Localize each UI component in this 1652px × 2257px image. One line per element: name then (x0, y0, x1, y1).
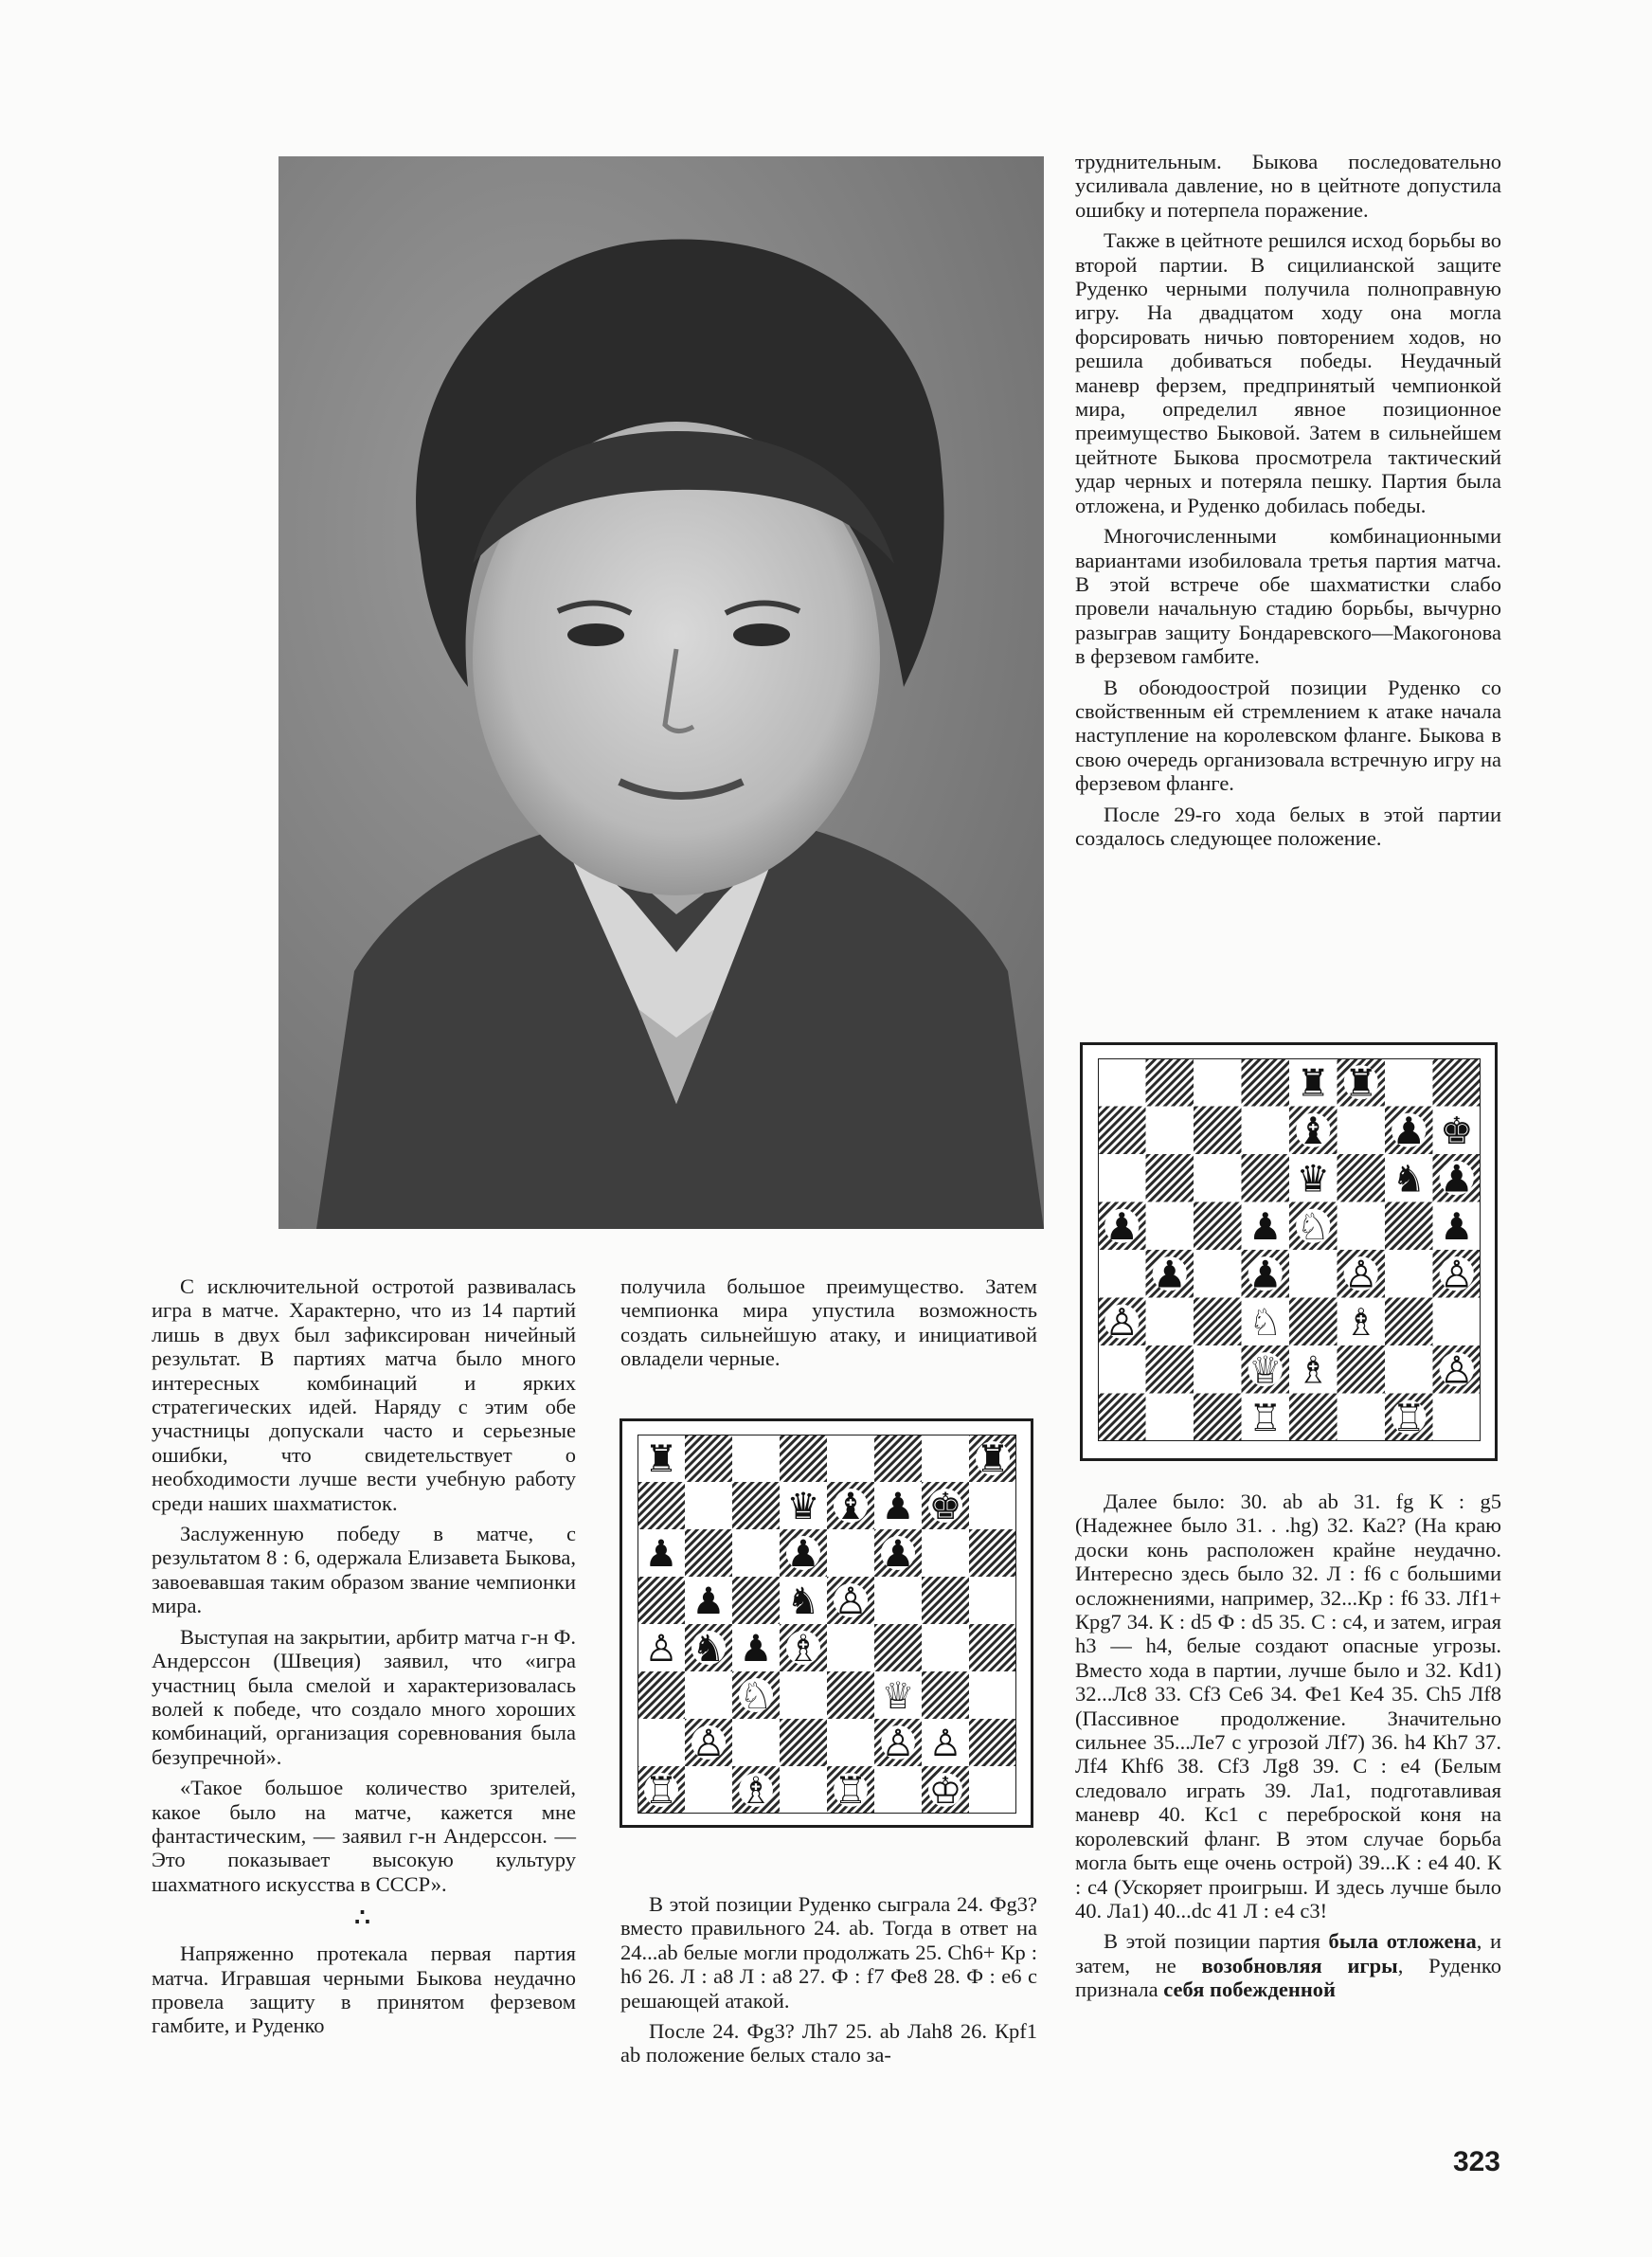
paragraph: Напряженно протекала первая партия матча. Игравшая черными Быкова неудачно провела защиту в принятом ферзевом гамбите, и Руденко (152, 1941, 576, 2038)
paragraph: После 29-го хода белых в этой партии создалось следующее положение. (1075, 802, 1501, 850)
dark-square (1194, 1394, 1242, 1442)
light-square (732, 1529, 780, 1577)
white-pawn-icon: ♙ (928, 1723, 962, 1765)
light-square (969, 1671, 1016, 1719)
light-square (969, 1577, 1016, 1624)
white-bishop-icon: ♗ (786, 1628, 820, 1670)
white-pawn-icon: ♙ (834, 1580, 868, 1623)
section-separator: ∴ (354, 1904, 373, 1932)
white-knight-icon: ♘ (1296, 1204, 1330, 1249)
text-span: В этой позиции партия (1104, 1929, 1329, 1954)
light-square (732, 1719, 780, 1766)
light-square (827, 1719, 874, 1766)
black-pawn-icon: ♟ (881, 1533, 915, 1576)
light-square (1289, 1250, 1338, 1298)
column-right-bottom (1075, 1490, 1501, 2009)
page-number: 323 (1452, 2146, 1500, 2177)
light-square (1338, 1202, 1386, 1251)
black-bishop-icon: ♝ (834, 1486, 868, 1528)
black-knight-icon: ♞ (691, 1628, 726, 1670)
light-square (827, 1435, 874, 1482)
light-square (1242, 1107, 1290, 1155)
white-pawn-icon: ♙ (1440, 1253, 1474, 1297)
white-rook-icon: ♖ (1248, 1396, 1283, 1440)
light-square (1146, 1107, 1194, 1155)
light-square (922, 1529, 969, 1577)
light-square (1146, 1298, 1194, 1346)
dark-square (1338, 1154, 1386, 1202)
black-rook-icon: ♜ (644, 1438, 678, 1481)
light-square (780, 1671, 827, 1719)
paragraph-final (1075, 1929, 1501, 2001)
light-square (1194, 1250, 1242, 1298)
paragraph: «Такое большое количество зрителей, какое было на матче, кажется мне фантастическим, — заявил г-н Андерссон. — Это показывает высокую культуру шахматного искусства в СССР». (152, 1776, 576, 1896)
light-square (1433, 1298, 1481, 1346)
paragraph: получила большое преимущество. Затем чемпионка мира упустила возможность создать сильнейшую атаку, и инициативой овладели черные. (620, 1274, 1037, 1371)
light-square (874, 1577, 922, 1624)
dark-square (874, 1624, 922, 1671)
black-knight-icon: ♞ (1392, 1157, 1426, 1201)
chess-diagram-2 (1080, 1042, 1498, 1461)
dark-square (1242, 1154, 1290, 1202)
white-knight-icon: ♘ (739, 1675, 773, 1718)
white-rook-icon: ♖ (644, 1770, 678, 1813)
black-pawn-icon: ♟ (1248, 1204, 1283, 1249)
black-pawn-icon: ♟ (1153, 1253, 1187, 1297)
dark-square (732, 1577, 780, 1624)
light-square (1146, 1394, 1194, 1442)
light-square (874, 1766, 922, 1814)
black-rook-icon: ♜ (1296, 1061, 1330, 1106)
bold-text: была отложена (1328, 1929, 1477, 1954)
light-square (1385, 1250, 1433, 1298)
dark-square (685, 1435, 732, 1482)
dark-square (685, 1529, 732, 1577)
dark-square (1194, 1107, 1242, 1155)
black-queen-icon: ♛ (1296, 1157, 1330, 1201)
column-middle-top (620, 1274, 1037, 1378)
light-square (1194, 1345, 1242, 1394)
black-pawn-icon: ♟ (691, 1580, 726, 1623)
white-king-icon: ♔ (928, 1770, 962, 1813)
white-queen-icon: ♕ (881, 1675, 915, 1718)
portrait-photo (278, 156, 1044, 1229)
black-pawn-icon: ♟ (1392, 1109, 1426, 1153)
dark-square (1385, 1298, 1433, 1346)
dark-square (922, 1671, 969, 1719)
paragraph: Многочисленными комбинационными вариантами изобиловала третья партия матча. В этой встрече обе шахматистки слабо провели начальную стадию борьбы, вычурно разыграв защиту Бондаревского—Макогонова в ферзевом гамбите. (1075, 524, 1501, 669)
black-king-icon: ♚ (1440, 1109, 1474, 1153)
dark-square (637, 1482, 685, 1529)
light-square (969, 1766, 1016, 1814)
dark-square (637, 1671, 685, 1719)
dark-square (1289, 1394, 1338, 1442)
light-square (1194, 1154, 1242, 1202)
text-span: , Руденко признала (1075, 1953, 1501, 2002)
light-square (922, 1435, 969, 1482)
dark-square (1338, 1345, 1386, 1394)
white-pawn-icon: ♙ (1344, 1253, 1378, 1297)
dark-square (969, 1719, 1016, 1766)
light-square (1098, 1250, 1146, 1298)
white-pawn-icon: ♙ (1440, 1348, 1474, 1393)
paragraph: Также в цейтноте решился исход борьбы во второй партии. В сицилианской защите Руденко черными получила полноправную игру. На двадцатом ходу она могла форсировать ничью повторением ходов, но решила добиваться победы. Неудачный маневр ферзем, предпринятый чемпионкой мира, определил явное позиционное преимущество Быковой. Затем в сильнейшем цейтноте Быкова просмотрела тактический удар черных и потеряла пешку. Партия была отложена, и Руденко добилась победы. (1075, 228, 1501, 517)
light-square (969, 1482, 1016, 1529)
white-rook-icon: ♖ (834, 1770, 868, 1813)
dark-square (1098, 1107, 1146, 1155)
paragraph: В этой позиции Руденко сыграла 24. Фg3? вместо правильного 24. ab. Тогда в ответ на 24...ab белые могли продолжать 25. Ch6+ Кр : h6 26. Л : a8 Л : a8 27. Ф : f7 Фe8 28. Ф : e6 с решающей атакой. (620, 1892, 1037, 2013)
white-pawn-icon: ♙ (1104, 1300, 1139, 1345)
dark-square (969, 1624, 1016, 1671)
light-square (1146, 1202, 1194, 1251)
light-square (827, 1624, 874, 1671)
dark-square (922, 1577, 969, 1624)
dark-square (969, 1529, 1016, 1577)
light-square (922, 1624, 969, 1671)
bold-text: возобновляя игры (1201, 1953, 1398, 1977)
light-square (1194, 1058, 1242, 1107)
black-king-icon: ♚ (928, 1486, 962, 1528)
dark-square (1289, 1298, 1338, 1346)
black-pawn-icon: ♟ (786, 1533, 820, 1576)
dark-square (1194, 1202, 1242, 1251)
black-pawn-icon: ♟ (1440, 1204, 1474, 1249)
black-rook-icon: ♜ (1344, 1061, 1378, 1106)
dark-square (780, 1719, 827, 1766)
light-square (685, 1482, 732, 1529)
black-pawn-icon: ♟ (1104, 1204, 1139, 1249)
dark-square (1146, 1058, 1194, 1107)
light-square (827, 1529, 874, 1577)
white-bishop-icon: ♗ (1296, 1348, 1330, 1393)
column-left (152, 1274, 576, 2045)
black-rook-icon: ♜ (976, 1438, 1010, 1481)
dark-square (827, 1671, 874, 1719)
bold-text: себя побежденной (1163, 1977, 1337, 2002)
light-square (1098, 1345, 1146, 1394)
white-bishop-icon: ♗ (1344, 1300, 1378, 1345)
dark-square (1146, 1345, 1194, 1394)
light-square (1098, 1154, 1146, 1202)
portrait-illustration (278, 156, 1044, 1229)
light-square (1098, 1058, 1146, 1107)
dark-square (874, 1435, 922, 1482)
dark-square (1194, 1298, 1242, 1346)
light-square (732, 1435, 780, 1482)
column-middle-bottom (620, 1892, 1037, 2074)
paragraph: С исключительной остротой развивалась игра в матче. Характерно, что из 14 партий лишь в двух был зафиксирован ничейный результат. В партиях матча было много интересных комбинаций и ярких стратегических идей. Наряду с этим обе участницы допускали часто и серьезные ошибки, что свидетельствует о необходимости лучше вести учебную работу среди наших шахматисток. (152, 1274, 576, 1515)
dark-square (732, 1482, 780, 1529)
paragraph: В обоюдоострой позиции Руденко со свойственным ей стремлением к атаке начала наступление на королевском фланге. Быкова в свою очередь организовала встречную игру на ферзевом фланге. (1075, 675, 1501, 796)
black-pawn-icon: ♟ (1440, 1157, 1474, 1201)
black-bishop-icon: ♝ (1296, 1109, 1330, 1153)
white-pawn-icon: ♙ (881, 1723, 915, 1765)
white-pawn-icon: ♙ (644, 1628, 678, 1670)
dark-square (1242, 1058, 1290, 1107)
column-right-top (1075, 150, 1501, 857)
chess-diagram-1 (620, 1418, 1033, 1828)
dark-square (637, 1577, 685, 1624)
black-pawn-icon: ♟ (644, 1533, 678, 1576)
dark-square (1098, 1394, 1146, 1442)
white-bishop-icon: ♗ (739, 1770, 773, 1813)
white-knight-icon: ♘ (1248, 1300, 1283, 1345)
paragraph: Заслуженную победу в матче, с результатом 8 : 6, одержала Елизавета Быкова, завоевавшая таким образом звание чемпионки мира. (152, 1522, 576, 1618)
light-square (1385, 1058, 1433, 1107)
text-span: , и затем, не (1075, 1929, 1502, 1977)
black-pawn-icon: ♟ (739, 1628, 773, 1670)
chess-board (637, 1435, 1016, 1814)
paragraph: труднительным. Быкова последовательно усиливала давление, но в цейтноте допустила ошибку и потерпела поражение. (1075, 150, 1501, 222)
light-square (1385, 1345, 1433, 1394)
chess-board (1098, 1058, 1481, 1441)
black-knight-icon: ♞ (786, 1580, 820, 1623)
paragraph: Выступая на закрытии, арбитр матча г-н Ф. Андерссон (Швеция) заявил, что «игра участниц была смелой и характеризовалась волей к победе, что создало много хороших комбинаций, организация соревнования была безупречной». (152, 1624, 576, 1769)
light-square (1433, 1394, 1481, 1442)
light-square (637, 1719, 685, 1766)
dark-square (1146, 1154, 1194, 1202)
paragraph: После 24. Фg3? Лh7 25. ab Лah8 26. Крf1 ab положение белых стало за- (620, 2019, 1037, 2067)
dark-square (780, 1435, 827, 1482)
light-square (1338, 1107, 1386, 1155)
dark-square (1433, 1058, 1481, 1107)
white-queen-icon: ♕ (1248, 1348, 1283, 1393)
light-square (780, 1766, 827, 1814)
white-pawn-icon: ♙ (691, 1723, 726, 1765)
black-pawn-icon: ♟ (881, 1486, 915, 1528)
black-pawn-icon: ♟ (1248, 1253, 1283, 1297)
dark-square (1385, 1202, 1433, 1251)
black-queen-icon: ♛ (786, 1486, 820, 1528)
white-rook-icon: ♖ (1392, 1396, 1426, 1440)
light-square (1338, 1394, 1386, 1442)
light-square (685, 1766, 732, 1814)
light-square (685, 1671, 732, 1719)
paragraph: Далее было: 30. ab ab 31. fg К : g5 (Надежнее было 31. . .hg) 32. Кa2? (На краю доски конь расположен крайне неудачно. Интересно здесь было 32. Л : f6 с большими осложнениями, например, 32...Кр : f6 33. Лf1+ Крg7 34. К : d5 Ф : d5 35. С : c4, и затем, играя h3 — h4, белые создают опасные угрозы. Вместо хода в партии, лучше было и 32. Кd1) 32...Лc8 33. Cf3 Ce6 34. Фe1 Кe4 35. Ch5 Лf8 (Пассивное продолжение. Значительно сильнее 35...Лe7 с угрозой Лf7) 36. h4 Кh7 37. Лf4 Кhf6 38. Cf3 Лg8 39. C : e4 (Белым следовало играть 39. Лa1, подготавливая маневр 40. Кc1 с переброской коня на королевский фланг. В этом случае борьба могла быть еще очень острой) 39...К : e4 40. К : c4 (Ускоряет проигрыш. И здесь лучше было 40. Лa1) 40...dc 41 Л : e4 c3! (1075, 1490, 1501, 1923)
